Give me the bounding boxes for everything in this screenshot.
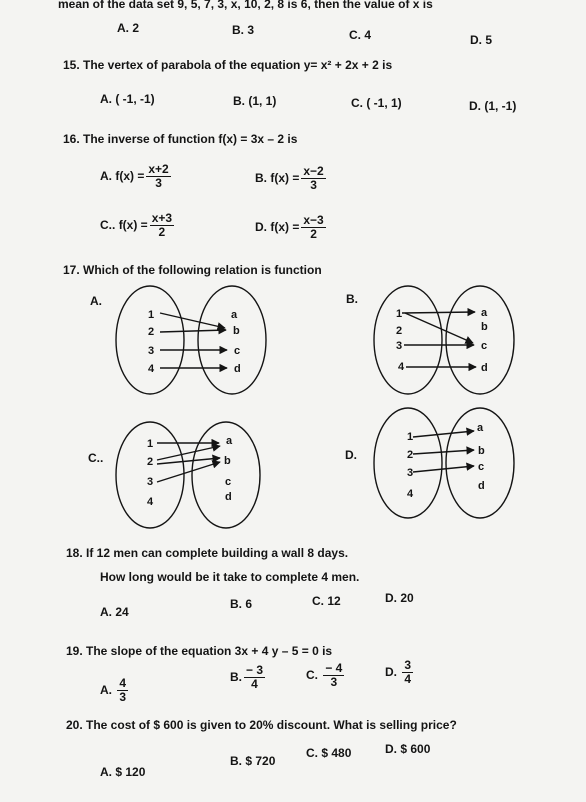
q19-option-b	[230, 664, 267, 690]
q19-option-a-label: A.	[100, 683, 112, 698]
diagram-b-arrow-1	[402, 312, 475, 313]
diagram-c-label: C..	[88, 451, 104, 465]
diagram-b-range-d: d	[481, 362, 488, 374]
q16-stem: 16. The inverse of function f(x) = 3x – 2 is	[63, 132, 298, 146]
q20-option-a: A. $ 120	[100, 765, 146, 779]
q16-option-d-label: D.	[255, 220, 267, 235]
q18-stem-line2: How long would be it take to complete 4 men.	[100, 570, 360, 584]
diagram-c-range-a: a	[226, 435, 233, 447]
diagram-a-range-a: a	[231, 309, 238, 321]
q18-option-c: C. 12	[312, 594, 341, 608]
diagram-b-domain-ellipse	[374, 286, 442, 394]
diagram-a-domain-4: 4	[148, 363, 155, 375]
q19-option-b-fraction	[244, 664, 265, 690]
q19-option-c-fraction	[323, 662, 344, 688]
q18-stem-line1: 18. If 12 men can complete building a wall 8 days.	[66, 546, 349, 560]
diagram-a-range-d: d	[234, 363, 241, 375]
diagram-d-domain-2: 2	[407, 449, 414, 461]
diagram-d-domain-4: 4	[407, 488, 414, 500]
diagram-d-range-c: c	[478, 461, 485, 473]
q16-option-c-lhs: f(x) =	[118, 218, 148, 233]
q14-option-b: B. 3	[232, 23, 255, 37]
q16-option-b-lhs: f(x) =	[270, 171, 300, 186]
diagram-b-range-ellipse	[446, 286, 514, 394]
q16-option-c-numerator: x+3	[151, 211, 173, 225]
diagram-d-domain-1: 1	[407, 431, 414, 443]
diagram-c-domain-4: 4	[147, 496, 154, 508]
q19-stem: 19. The slope of the equation 3x + 4 y – 5 = 0 is	[66, 644, 333, 658]
q19-option-b-numerator: − 3	[246, 663, 264, 677]
diagram-b-label: B.	[346, 292, 358, 306]
q15-option-a: A. ( -1, -1)	[100, 92, 155, 106]
diagram-c-range-b: b	[224, 455, 231, 467]
q15-option-b: B. (1, 1)	[233, 94, 277, 108]
diagram-b-domain-1: 1	[396, 308, 403, 320]
q19-option-b-denominator: 4	[251, 676, 258, 691]
q16-option-c-denominator: 2	[158, 224, 166, 239]
q20-option-d: D. $ 600	[385, 742, 431, 756]
q16-option-b-label: B.	[255, 171, 267, 186]
q19-option-d-label: D.	[385, 665, 397, 680]
q18-option-d: D. 20	[385, 591, 414, 605]
q20-stem: 20. The cost of $ 600 is given to 20% discount. What is selling price?	[66, 718, 457, 732]
diagram-b-domain-3: 3	[396, 340, 403, 352]
diagram-b-range-c: c	[481, 340, 488, 352]
q16-option-a-denominator: 3	[155, 175, 162, 190]
diagram-a-arrow-1	[160, 313, 225, 328]
diagram-a-arrow-2	[160, 330, 226, 332]
diagram-a-range-ellipse	[198, 286, 266, 394]
diagram-d-range-a: a	[477, 422, 484, 434]
diagram-a-domain-1: 1	[148, 309, 155, 321]
q19-option-c-numerator: − 4	[325, 661, 343, 675]
q19-option-b-label: B.	[230, 670, 242, 685]
q19-option-a-fraction	[117, 677, 128, 703]
diagram-b-range-b: b	[481, 321, 488, 333]
q15-option-c: C. ( -1, 1)	[351, 96, 402, 110]
q17-stem: 17. Which of the following relation is function	[63, 263, 322, 277]
q14-option-c: C. 4	[349, 28, 372, 42]
diagram-b-domain-4: 4	[398, 361, 405, 373]
q19-option-c	[306, 662, 346, 688]
q15-stem: 15. The vertex of parabola of the equation y= x² + 2x + 2 is	[63, 58, 393, 72]
q16-option-a-numerator: x+2	[148, 162, 169, 176]
q14-option-a: A. 2	[117, 21, 140, 35]
diagram-a-range-b: b	[233, 325, 240, 337]
q16-option-b-denominator: 3	[310, 177, 317, 192]
q16-option-b-numerator: x−2	[303, 164, 324, 178]
q16-option-a-lhs: f(x) =	[115, 169, 145, 184]
diagram-d-arrow-1	[413, 431, 474, 437]
q19-option-d-denominator: 4	[404, 671, 412, 686]
diagram-b-range-a: a	[481, 307, 488, 319]
diagram-c-arrow-2	[157, 446, 220, 460]
q18-option-a: A. 24	[100, 605, 129, 619]
diagram-d-range-d: d	[478, 480, 485, 492]
diagram-a-domain-2: 2	[148, 326, 155, 338]
diagram-d-arrow-2	[413, 450, 474, 454]
q14-stem: mean of the data set 9, 5, 7, 3, x, 10, 2, 8 is 6, then the value of x is	[58, 0, 433, 11]
diagram-d-domain-3: 3	[407, 467, 414, 479]
q18-option-b: B. 6	[230, 597, 253, 611]
diagram-d-arrow-3	[413, 466, 474, 472]
q16-option-c-label: C..	[100, 218, 116, 233]
diagram-d-range-b: b	[478, 445, 485, 457]
q20-option-b: B. $ 720	[230, 754, 276, 768]
diagram-c-range-c: c	[225, 476, 232, 488]
q16-option-a-label: A.	[100, 169, 112, 184]
diagram-c-arrow-3	[157, 458, 220, 464]
q15-option-d: D. (1, -1)	[469, 99, 517, 113]
diagram-a-label: A.	[90, 294, 102, 308]
diagram-a-domain-ellipse	[116, 286, 184, 394]
q19-option-a-denominator: 3	[119, 689, 127, 704]
q19-option-c-denominator: 3	[330, 674, 338, 689]
q19-option-a	[100, 677, 130, 703]
diagram-c-domain-2: 2	[147, 456, 154, 468]
q16-option-d-lhs: f(x) =	[270, 220, 300, 235]
q19-option-a-numerator: 4	[119, 676, 127, 690]
q19-option-c-label: C.	[306, 668, 318, 683]
q20-option-c: C. $ 480	[306, 746, 352, 760]
q19-option-d-numerator: 3	[404, 658, 412, 672]
q19-option-d-fraction	[402, 659, 413, 685]
q16-option-d-denominator: 2	[310, 226, 317, 241]
diagram-a-range-c: c	[234, 345, 241, 357]
diagram-a-domain-3: 3	[148, 345, 155, 357]
diagram-c-arrow-4	[157, 462, 220, 482]
diagram-c-range-d: d	[225, 491, 232, 503]
diagram-c-domain-3: 3	[147, 476, 154, 488]
diagram-d-label: D.	[345, 448, 357, 462]
diagram-d-domain-ellipse	[374, 408, 442, 518]
diagram-c-domain-1: 1	[147, 438, 154, 450]
q16-option-d-numerator: x−3	[303, 213, 324, 227]
q14-option-d: D. 5	[470, 33, 493, 47]
diagram-b-domain-2: 2	[396, 325, 403, 337]
q19-option-d	[385, 659, 415, 685]
